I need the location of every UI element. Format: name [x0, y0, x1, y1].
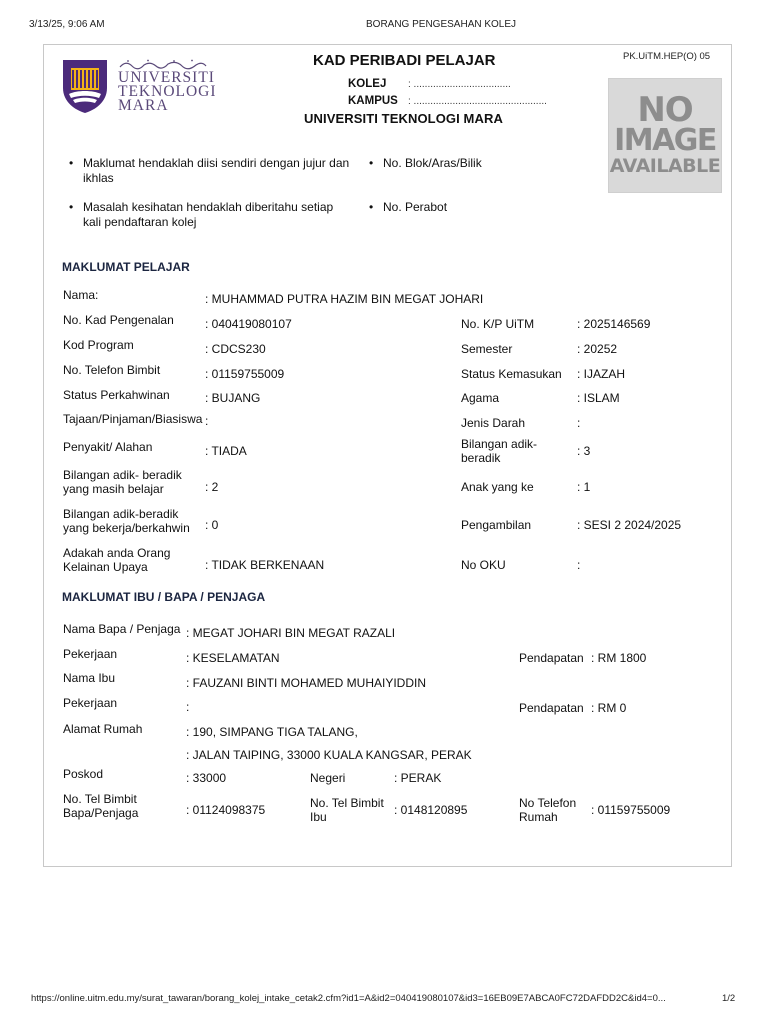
field-value: : RM 0: [591, 701, 627, 715]
logo-text-teknologi: TEKNOLOGI: [118, 83, 217, 100]
field-label: Bilangan adik-beradik: [461, 437, 538, 465]
bullet: •: [69, 156, 74, 170]
field-value: : KESELAMATAN: [186, 651, 280, 665]
bullet: •: [369, 200, 374, 214]
field-value: : ISLAM: [577, 391, 620, 405]
field-value: :: [205, 414, 209, 428]
field-value: : JALAN TAIPING, 33000 KUALA KANGSAR, PERAK: [186, 748, 472, 762]
field-label: No Telefon Rumah: [519, 796, 577, 824]
field-value: : 1: [577, 480, 591, 494]
field-value: :: [577, 558, 581, 572]
field-label: Pengambilan: [461, 518, 532, 532]
field-label: Pendapatan: [519, 701, 584, 715]
field-value: : PERAK: [394, 771, 442, 785]
field-value: : 2025146569: [577, 317, 651, 331]
photo-placeholder-no: NO: [637, 90, 693, 130]
photo-placeholder: [608, 78, 722, 193]
university-name: UNIVERSITI TEKNOLOGI MARA: [304, 111, 503, 126]
field-label: Bilangan adik- beradik yang masih belajar: [63, 468, 182, 496]
field-value: : CDCS230: [205, 342, 266, 356]
field-label: Agama: [461, 391, 500, 405]
note-item: [369, 156, 583, 171]
field-label: Nama Ibu: [63, 671, 116, 685]
field-label: Kod Program: [63, 338, 134, 352]
field-label: No OKU: [461, 558, 506, 572]
photo-placeholder-available: AVAILABLE: [609, 155, 721, 177]
uitm-crest-logo: [59, 58, 111, 114]
logo-text-universiti: UNIVERSITI: [118, 69, 215, 86]
field-value: :: [577, 416, 581, 430]
field-label: Jenis Darah: [461, 416, 526, 430]
field-label: Penyakit/ Alahan: [63, 440, 153, 454]
field-value: : 20252: [577, 342, 618, 356]
field-value: : BUJANG: [205, 391, 261, 405]
field-value: : 01159755009: [591, 803, 671, 817]
field-label: Nama:: [63, 288, 99, 302]
print-page-number: 1/2: [722, 993, 736, 1004]
field-value: : MUHAMMAD PUTRA HAZIM BIN MEGAT JOHARI: [205, 292, 484, 306]
kampus-value: : ................................................: [408, 96, 547, 107]
field-value: : 0: [205, 518, 219, 532]
note-text: Masalah kesihatan hendaklah diberitahu setiap kali pendaftaran kolej: [83, 200, 334, 229]
note-text: Maklumat hendaklah diisi sendiri dengan jujur dan ikhlas: [83, 156, 350, 185]
field-label: Nama Bapa / Penjaga: [63, 622, 181, 636]
kolej-value: : ...................................: [408, 79, 511, 90]
print-page-title: BORANG PENGESAHAN KOLEJ: [366, 19, 517, 30]
field-value: : FAUZANI BINTI MOHAMED MUHAIYIDDIN: [186, 676, 427, 690]
field-value: : SESI 2 2024/2025: [577, 518, 682, 532]
field-value: : 01124098375: [186, 803, 266, 817]
section-title-parents: MAKLUMAT IBU / BAPA / PENJAGA: [62, 590, 266, 604]
kolej-label: KOLEJ: [348, 78, 387, 90]
field-value: : IJAZAH: [577, 367, 626, 381]
field-label: Adakah anda Orang Kelainan Upaya: [63, 546, 171, 574]
logo-text-mara: MARA: [118, 97, 169, 114]
field-value: : TIDAK BERKENAAN: [205, 558, 325, 572]
field-value: :: [186, 700, 190, 714]
field-label: Status Perkahwinan: [63, 388, 170, 402]
field-label: No. Tel Bimbit Ibu: [310, 796, 384, 824]
field-label: Pendapatan: [519, 651, 584, 665]
field-value: : 2: [205, 480, 219, 494]
print-url: https://online.uitm.edu.my/surat_tawaran/borang_kolej_intake_cetak2.cfm?id1=A&id2=040419080107&id3=16EB09E7ABCA0FC72DAFDD2C&id4=0...: [31, 993, 666, 1004]
field-label: Negeri: [310, 771, 346, 785]
field-label: No. Kad Pengenalan: [63, 313, 174, 327]
field-value: : 0148120895: [394, 803, 468, 817]
note-item: [69, 156, 353, 186]
field-label: Bilangan adik-beradik yang bekerja/berkahwin: [63, 507, 190, 535]
field-label: Pekerjaan: [63, 647, 118, 661]
bullet: •: [69, 200, 74, 214]
field-value: : 3: [577, 444, 591, 458]
field-label: Tajaan/Pinjaman/Biasiswa: [63, 412, 203, 426]
field-label: No. Telefon Bimbit: [63, 363, 161, 377]
field-label: No. K/P UiTM: [461, 317, 535, 331]
field-value: : 190, SIMPANG TIGA TALANG,: [186, 725, 358, 739]
photo-placeholder-image: IMAGE: [614, 123, 716, 158]
field-label: Pekerjaan: [63, 696, 118, 710]
field-value: : 01159755009: [205, 367, 285, 381]
print-datetime: 3/13/25, 9:06 AM: [29, 19, 105, 30]
field-value: : RM 1800: [591, 651, 647, 665]
field-label: No. Tel Bimbit Bapa/Penjaga: [63, 792, 139, 820]
field-value: : 33000: [186, 771, 227, 785]
field-label: Poskod: [63, 767, 104, 781]
note-text: No. Blok/Aras/Bilik: [383, 156, 482, 170]
card-title: KAD PERIBADI PELAJAR: [313, 52, 496, 69]
field-value: : MEGAT JOHARI BIN MEGAT RAZALI: [186, 626, 396, 640]
kampus-label: KAMPUS: [348, 95, 398, 107]
bullet: •: [369, 156, 374, 170]
field-label: Status Kemasukan: [461, 367, 562, 381]
jawi-script-logo: [118, 57, 208, 69]
field-label: Anak yang ke: [461, 480, 534, 494]
section-title-student: MAKLUMAT PELAJAR: [62, 260, 190, 274]
field-value: : TIADA: [205, 444, 247, 458]
note-item: [69, 200, 353, 230]
note-item: [369, 200, 583, 215]
field-label: Semester: [461, 342, 513, 356]
form-reference: PK.UiTM.HEP(O) 05: [623, 51, 711, 62]
note-text: No. Perabot: [383, 200, 448, 214]
field-value: : 040419080107: [205, 317, 292, 331]
field-label: Alamat Rumah: [63, 722, 143, 736]
